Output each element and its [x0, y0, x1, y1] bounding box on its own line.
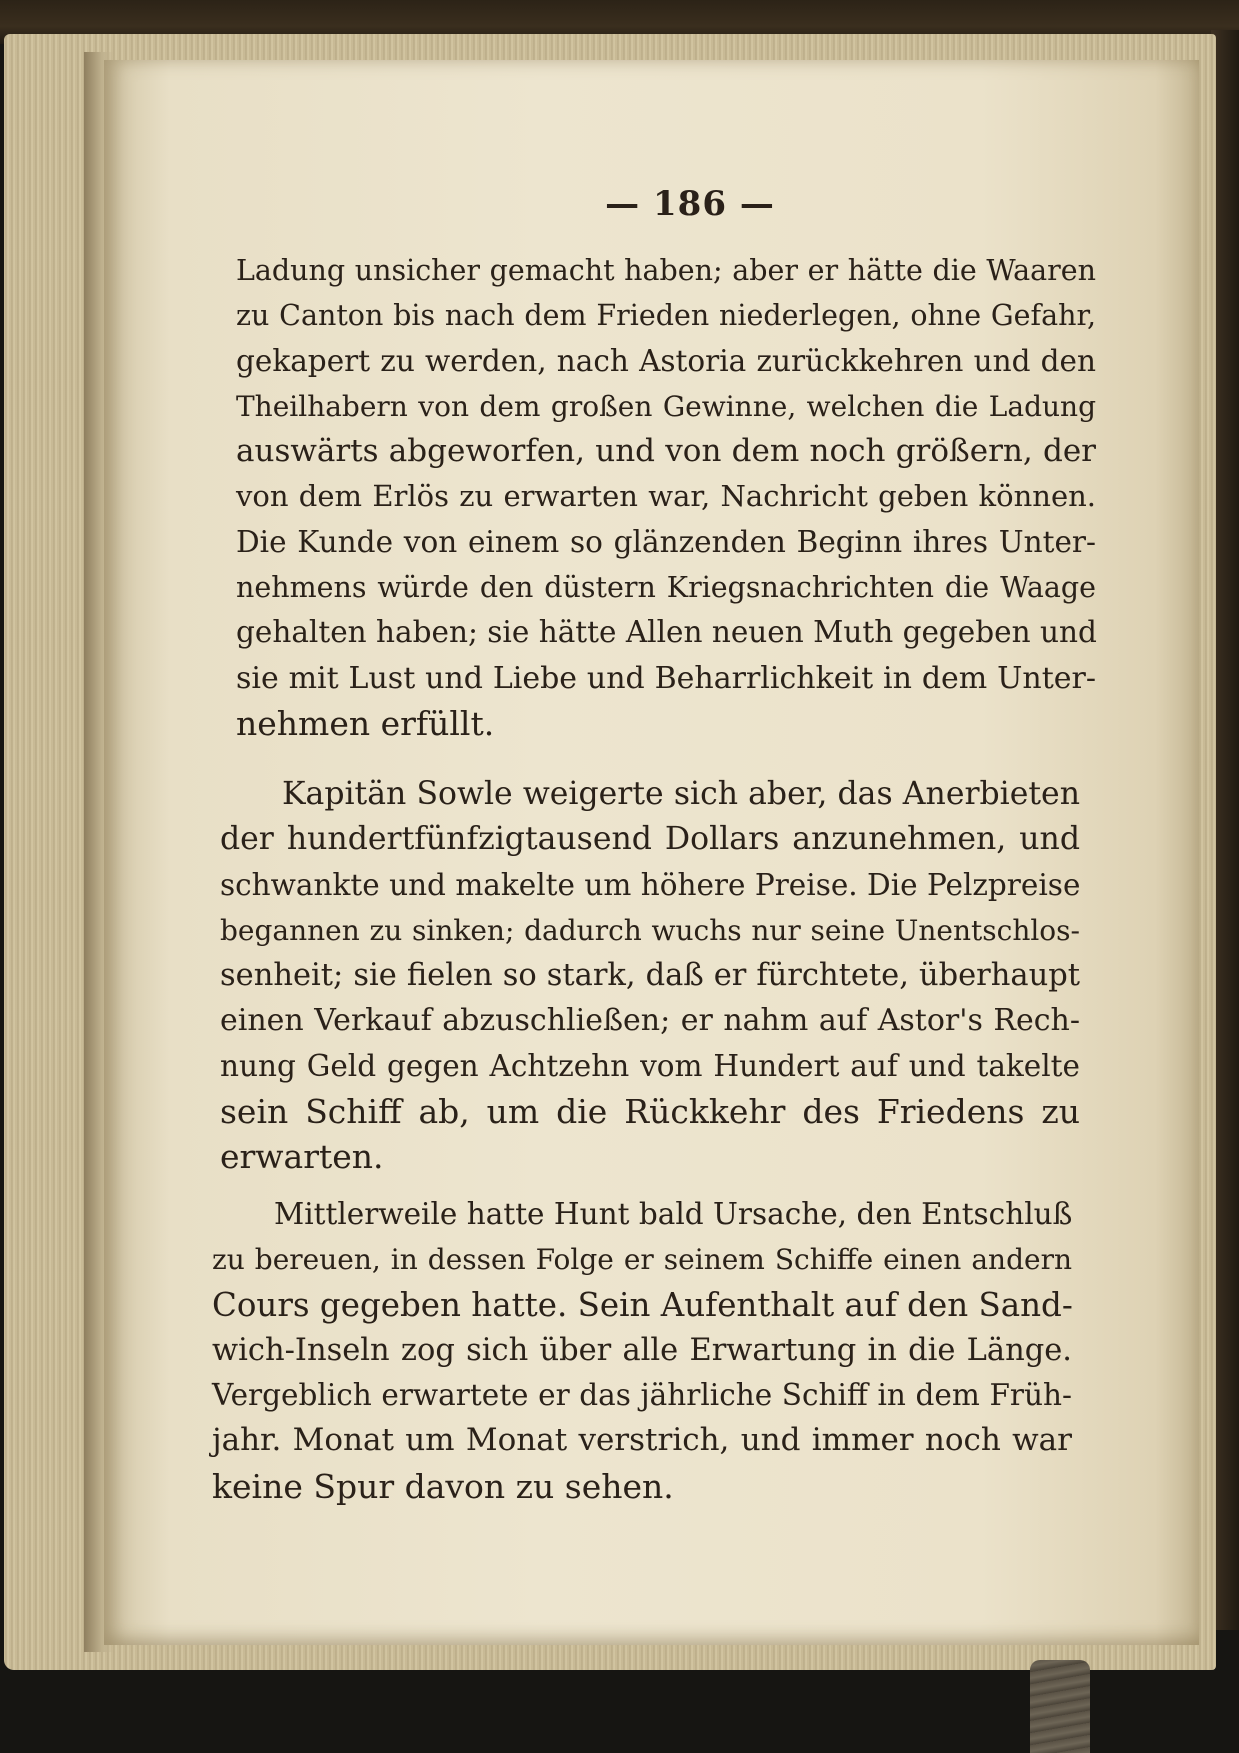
text-line: nehmens würde den düstern Kriegsnachrichten die Waage: [236, 571, 1096, 605]
text-line: gekapert zu werden, nach Astoria zurückkehren und den: [236, 343, 1096, 378]
text-line: sein Schiff ab, um die Rückkehr des Friedens zu: [220, 1092, 1080, 1132]
text-line: auswärts abgeworfen, und von dem noch größern, der: [236, 433, 1096, 470]
text-line: der hundertfünfzigtausend Dollars anzunehmen, und: [220, 821, 1080, 858]
text-line: wich-Inseln zog sich über alle Erwartung in die Länge.: [212, 1332, 1072, 1368]
text-line: Cours gegeben hatte. Sein Aufenthalt auf den Sand-: [212, 1285, 1073, 1324]
text-line: keine Spur davon zu sehen.: [212, 1466, 674, 1506]
text-line: einen Verkauf abzuschließen; er nahm auf Astor's Rech-: [220, 1003, 1080, 1039]
text-line: schwankte und makelte um höhere Preise. Die Pelzpreise: [220, 867, 1081, 902]
paragraph-3: [212, 1192, 1072, 1509]
text-line: nehmen erfüllt.: [236, 703, 495, 743]
text-line: von dem Erlös zu erwarten war, Nachricht geben können.: [236, 479, 1096, 514]
text-line: gehalten haben; sie hätte Allen neuen Muth gegeben und: [236, 615, 1097, 650]
paragraph-1: [236, 248, 1096, 746]
text-line: jahr. Monat um Monat verstrich, und immer noch war: [212, 1422, 1072, 1459]
text-line: Kapitän Sowle weigerte sich aber, das Anerbieten: [282, 776, 1080, 812]
bookmark-ribbon: [1030, 1660, 1090, 1753]
page-number: — 186 —: [605, 184, 775, 224]
text-line: sie mit Lust und Liebe und Beharrlichkeit in dem Unter-: [236, 660, 1096, 696]
text-line: zu bereuen, in dessen Folge er seinem Schiffe einen andern: [212, 1243, 1072, 1277]
text-line: Vergeblich erwartete er das jährliche Schiff in dem Früh-: [212, 1378, 1072, 1413]
text-line: begannen zu sinken; dadurch wuchs nur seine Unentschlos-: [220, 913, 1080, 947]
paragraph-2: [220, 772, 1080, 1180]
text-line: Ladung unsicher gemacht haben; aber er hätte die Waaren: [236, 254, 1096, 287]
text-line: erwarten.: [220, 1137, 384, 1177]
text-line: Die Kunde von einem so glänzenden Beginn ihres Unter-: [236, 524, 1096, 559]
text-line: zu Canton bis nach dem Frieden niederlegen, ohne Gefahr,: [236, 299, 1096, 333]
text-line: senheit; sie fielen so stark, daß er fürchtete, überhaupt: [220, 958, 1080, 994]
text-line: Theilhabern von dem großen Gewinne, welchen die Ladung: [236, 389, 1096, 423]
text-line: Mittlerweile hatte Hunt bald Ursache, den Entschluß: [274, 1197, 1073, 1231]
text-line: nung Geld gegen Achtzehn vom Hundert auf und takelte: [220, 1048, 1080, 1083]
